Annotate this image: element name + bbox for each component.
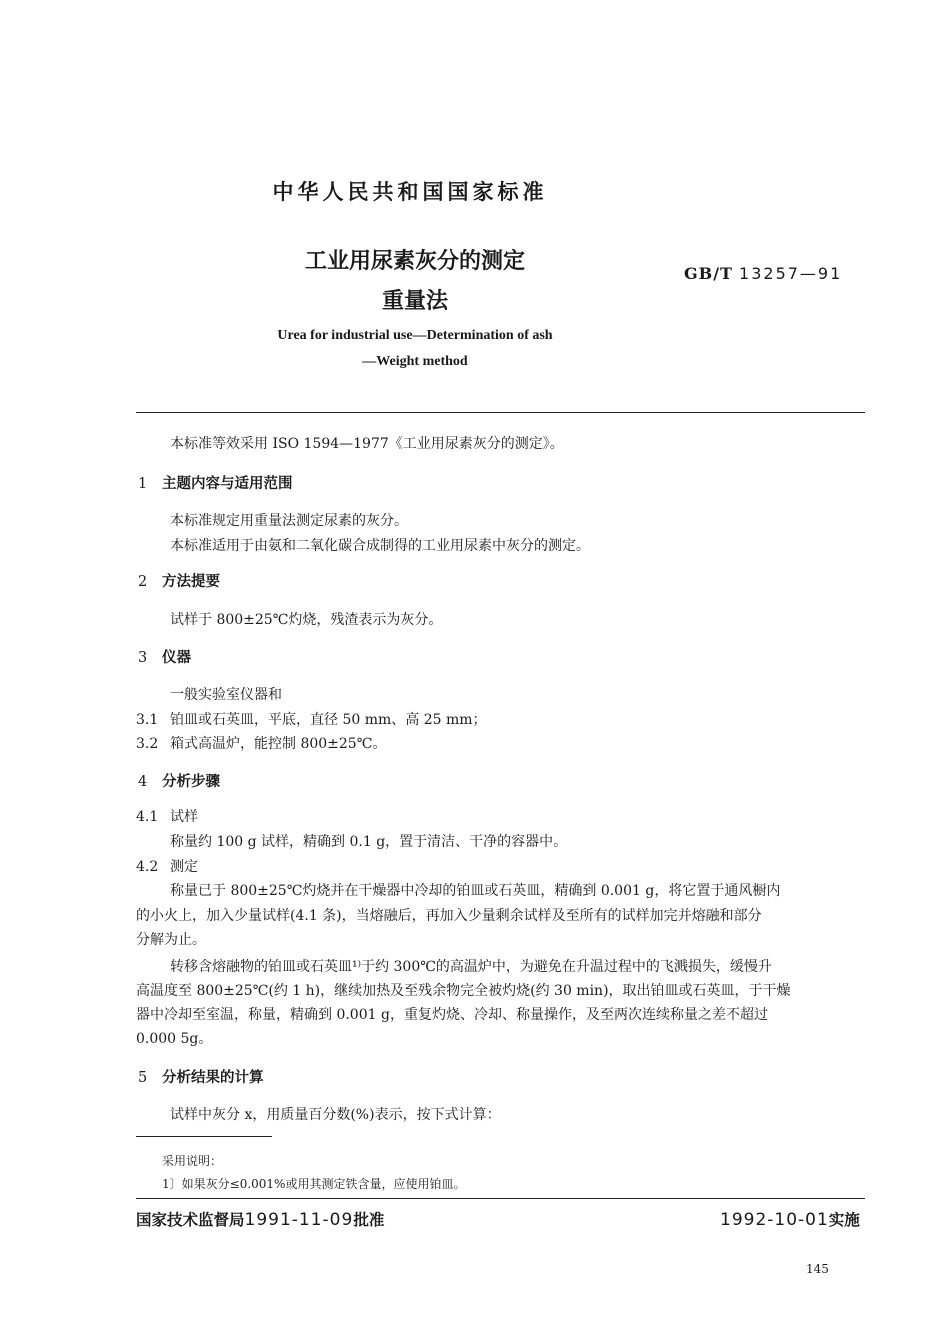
section-4-label: 分析步骤 — [162, 774, 220, 790]
section-3-label: 仪器 — [162, 650, 191, 666]
section-4-para-1-line-3: 分解为止。 — [136, 932, 206, 948]
section-4-heading — [138, 770, 220, 791]
approval-suffix: 批准 — [353, 1211, 385, 1229]
section-4-para-1-line-1: 称量已于 800±25℃灼烧并在干燥器中冷却的铂皿或石英皿，精确到 0.001 g，将它置于通风橱内 — [170, 883, 781, 899]
section-4-item-1-label: 试样 — [170, 809, 198, 825]
intro-text: 本标准等效采用 ISO 1594—1977《工业用尿素灰分的测定》。 — [170, 436, 564, 452]
section-3-heading — [138, 646, 191, 667]
section-2-heading — [138, 570, 220, 591]
section-3-item-1-number: 3.1 — [136, 712, 159, 728]
approval-line — [136, 1208, 384, 1230]
effective-suffix: 实施 — [828, 1211, 860, 1229]
footnote-text: 1〕如果灰分≤0.001%或用其测定铁含量，应使用铂皿。 — [162, 1177, 466, 1191]
section-1-para-2: 本标准适用于由氨和二氧化碳合成制得的工业用尿素中灰分的测定。 — [170, 538, 590, 554]
section-4-item-1 — [136, 806, 198, 826]
section-1-number: 1 — [138, 476, 148, 492]
section-2-number: 2 — [138, 574, 148, 590]
document-title: 工业用尿素灰分的测定 — [304, 249, 525, 274]
section-4-item-2 — [136, 856, 198, 876]
section-4-item-2-label: 测定 — [170, 859, 198, 875]
section-5-heading — [138, 1066, 264, 1087]
section-5-para-1: 试样中灰分 x，用质量百分数(%)表示，按下式计算： — [170, 1107, 501, 1123]
section-2-label: 方法提要 — [162, 574, 220, 590]
effective-date: 1992-10-01 — [720, 1210, 829, 1230]
footnote-title: 采用说明： — [162, 1154, 223, 1168]
footnote-divider — [136, 1136, 272, 1137]
section-1-label: 主题内容与适用范围 — [162, 476, 293, 492]
section-4-item-1-text: 称量约 100 g 试样，精确到 0.1 g，置于清洁、干净的容器中。 — [170, 834, 568, 850]
section-3-para-1: 一般实验室仪器和 — [170, 687, 282, 703]
section-3-item-1 — [136, 709, 487, 729]
section-3-number: 3 — [138, 650, 148, 666]
footer-divider — [136, 1198, 865, 1199]
section-4-item-1-number: 4.1 — [136, 809, 159, 825]
effective-line — [720, 1208, 860, 1230]
section-5-number: 5 — [138, 1070, 148, 1086]
section-4-para-2-line-2: 高温度至 800±25℃(约 1 h)，继续加热及至残余物完全被灼烧(约 30 min)，取出铂皿或石英皿，于干燥 — [136, 983, 791, 999]
english-title-line-1: Urea for industrial use—Determination of ash — [277, 328, 553, 343]
approval-date: 1991-11-09 — [244, 1210, 354, 1230]
page-number: 145 — [806, 1262, 829, 1276]
section-1-para-1: 本标准规定用重量法测定尿素的灰分。 — [170, 513, 408, 529]
standard-code-prefix: GB/T — [684, 264, 733, 283]
standard-code — [684, 264, 842, 283]
section-4-para-1-line-2: 的小火上，加入少量试样(4.1 条)，当熔融后，再加入少量剩余试样及至所有的试样加完并熔融和部分 — [136, 908, 762, 924]
national-standard-heading: 中华人民共和国国家标准 — [272, 180, 548, 204]
issuer: 国家技术监督局 — [136, 1211, 245, 1229]
section-4-item-2-number: 4.2 — [136, 859, 159, 875]
section-4-number: 4 — [138, 774, 148, 790]
standard-code-number: 13257—91 — [739, 264, 843, 283]
section-4-para-2-line-3: 器中冷却至室温，称量，精确到 0.001 g，重复灼烧、冷却、称量操作，及至两次连续称量之差不超过 — [136, 1007, 768, 1023]
english-title-line-2: —Weight method — [362, 354, 468, 369]
section-3-item-2-text: 箱式高温炉，能控制 800±25℃。 — [170, 736, 387, 752]
section-4-para-2-line-4: 0.000 5g。 — [136, 1031, 213, 1047]
section-3-item-1-text: 铂皿或石英皿，平底，直径 50 mm、高 25 mm； — [170, 712, 487, 728]
header-divider — [136, 412, 865, 413]
section-4-para-2-line-1: 转移含熔融物的铂皿或石英皿¹⁾于约 300℃的高温炉中，为避免在升温过程中的飞溅损失，缓慢升 — [170, 959, 772, 975]
section-3-item-2 — [136, 733, 386, 753]
section-2-para-1: 试样于 800±25℃灼烧，残渣表示为灰分。 — [170, 612, 443, 628]
section-1-heading — [138, 472, 293, 493]
section-5-label: 分析结果的计算 — [162, 1070, 264, 1086]
document-subtitle: 重量法 — [381, 289, 448, 314]
section-3-item-2-number: 3.2 — [136, 736, 159, 752]
